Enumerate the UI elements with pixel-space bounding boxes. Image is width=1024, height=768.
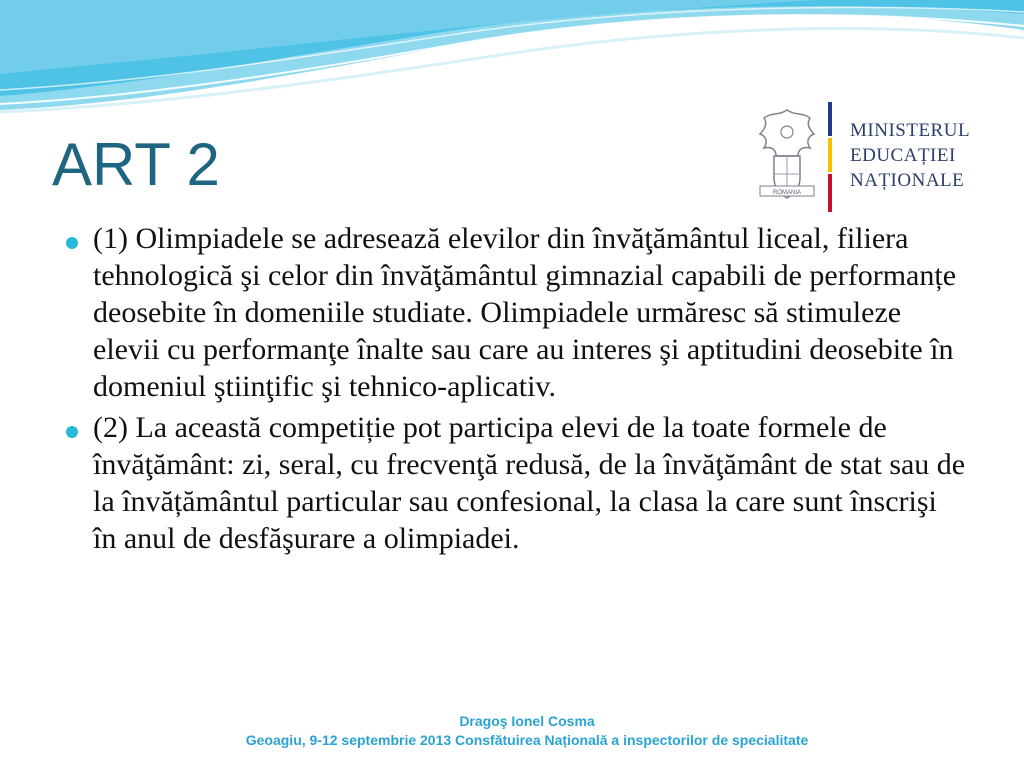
ministry-name (850, 118, 970, 193)
ministry-name-line-2: EDUCAȚIEI (850, 145, 956, 166)
logo-bar-blue (828, 102, 832, 136)
coat-of-arms-icon (752, 102, 822, 210)
slide-footer (0, 712, 1024, 750)
bullet-item-1 (66, 220, 966, 405)
bullet-text-1: (1) Olimpiadele se adresează elevilor din învăţământul liceal, filiera tehnologică şi celor din învăţământul gimnazial capabili de performanțe deosebite în domeniile studiate. Olimpiadele urmăresc să stimuleze elevii cu performanţe înalte sau care au interes şi aptitudini deosebite în domeniul ştiinţific şi tehnico-aplicativ. (93, 222, 957, 403)
ministry-name-line-3: NAȚIONALE (850, 170, 965, 191)
bullet-dot-icon (66, 426, 78, 438)
slide-title: ART 2 (52, 131, 220, 198)
bullet-list (66, 220, 966, 561)
crest-label: ROMANIA (772, 190, 802, 196)
footer-author: Dragoş Ionel Cosma (459, 713, 595, 729)
logo-bar-yellow (828, 138, 832, 172)
footer-event: Geoagiu, 9-12 septembrie 2013 Consfătuirea Națională a inspectorilor de specialitate (245, 732, 809, 748)
bullet-item-2 (66, 409, 966, 557)
bullet-text-2: (2) La această competiție pot participa elevi de la toate formele de învăţământ: zi, seral, cu frecvenţă redusă, de la învăţământ de stat sau de la învățământul particular sau confesional, la clasa la care sunt înscrişi în anul de desfăşurare a olimpiadei. (93, 411, 966, 555)
logo-bar-red (828, 174, 832, 212)
ministry-name-line-1: MINISTERUL (850, 120, 971, 141)
bullet-dot-icon (66, 237, 78, 249)
